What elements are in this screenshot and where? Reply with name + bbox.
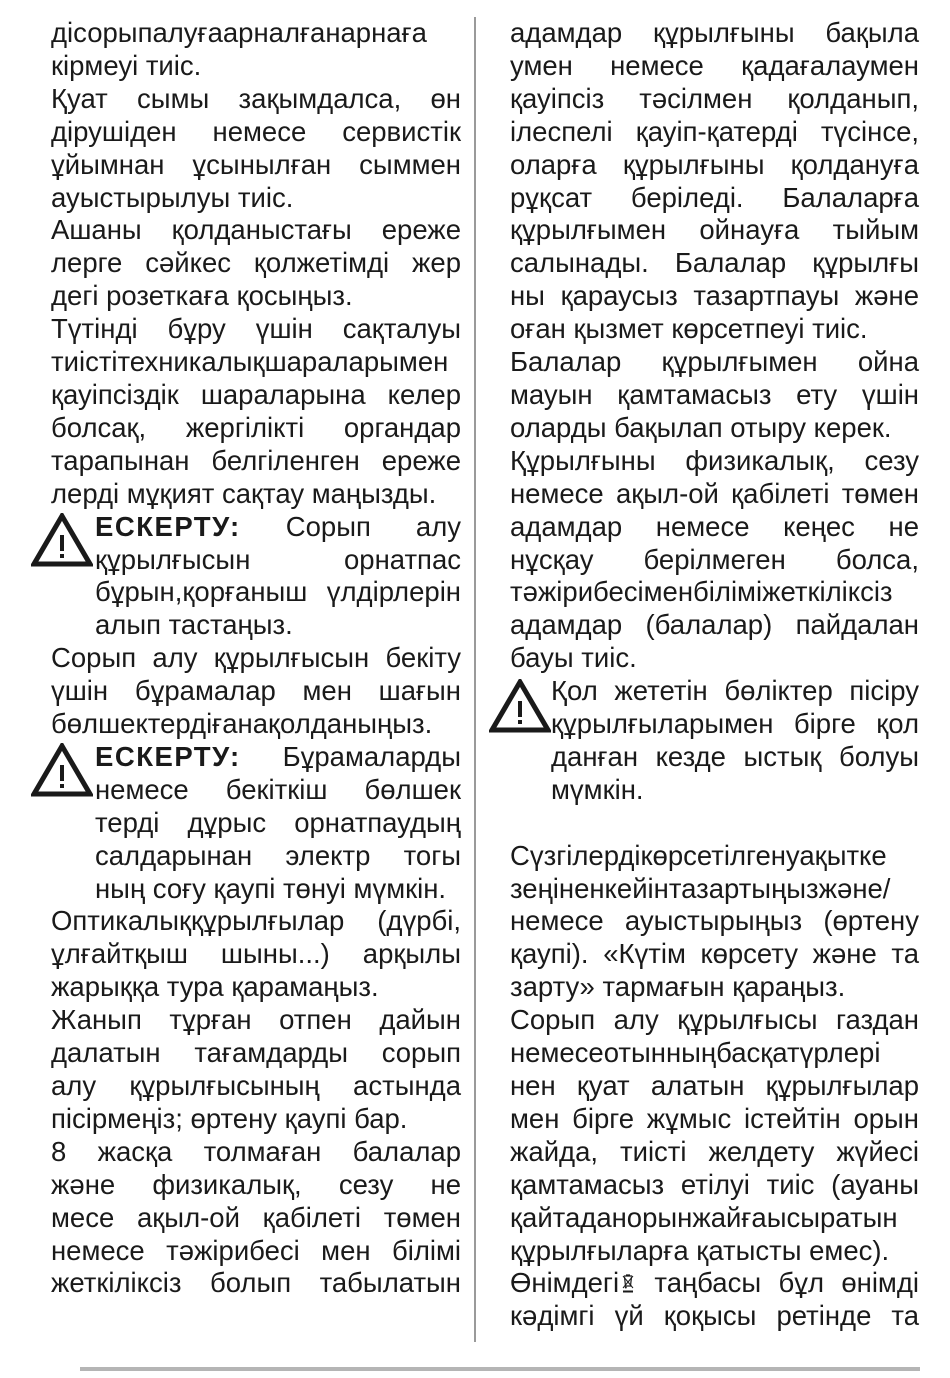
text-line: Түтінді бұру үшін сақталуы [51, 313, 461, 345]
text-line: Қуат сымы зақымдалса, өн [51, 82, 461, 114]
text-line: ұлғайтқыш шыны...) арқылы [51, 938, 461, 970]
text-line: тиістітехникалықшараларымен [51, 346, 449, 378]
text-line: мауын қамтамасыз ету үшін [510, 378, 919, 410]
text-line: дісорыпалуғаарналғанарнаға [51, 17, 427, 48]
text-line: адамдар немесе кеңес не [510, 510, 919, 542]
warning-title: ЕСКЕРТУ: [95, 740, 241, 772]
text-line: немесе тәжірибесі мен білімі [51, 1234, 461, 1266]
paragraph-limited-capability [510, 445, 919, 675]
text-line: бөлшектердіғанақолданыңыз. [51, 708, 433, 740]
paragraph-power-cord [51, 83, 461, 215]
text-line: рұқсат беріледі. Балаларға [510, 181, 919, 213]
warning-triangle-icon [489, 679, 551, 733]
text-line: нен қуат алатын құрылғылар [510, 1069, 919, 1101]
text-line: құрылғысын орнатпас [95, 543, 461, 575]
text-line: Сорып алу құрылғысы газдан [510, 1004, 919, 1036]
text-line: немесеотынныңбасқатүрлері [510, 1037, 881, 1069]
text-line: зарту» тармағын қараңыз. [510, 971, 846, 1003]
text-line: зеңіненкейінтазартыңызжәне/ [510, 872, 891, 904]
text-line: немесе бекіткіш бөлшек [95, 773, 461, 805]
footer-rule [80, 1367, 920, 1371]
paragraph-filters [510, 840, 919, 1005]
text-line: кәдімгі үй қоқысы ретінде та [510, 1300, 919, 1332]
text-line: алу құрылғысының астында [51, 1070, 461, 1101]
text-line: бауы тиіс. [510, 642, 637, 674]
text-line: ны қараусыз тазартпауы және [510, 280, 919, 312]
right-column [510, 17, 919, 1333]
text-line: немесе ауыстырыңыз (өртену [510, 905, 919, 937]
text-line: ауыстырылуы тиіс. [51, 181, 294, 213]
text-line: салынады. Балалар құрылғы [510, 247, 919, 279]
text-line: Қол жететін бөліктер пісіру [551, 675, 919, 707]
text-line: 8 жасқа толмаған балалар [51, 1135, 461, 1167]
text-line: кірмеуі тиіс. [51, 49, 202, 81]
text-line: адамдар (балалар) пайдалан [510, 609, 919, 641]
text-line: қауіпсіздік шараларына келер [51, 378, 461, 410]
text-line: құрылғымен ойнауға тыйым [510, 214, 919, 246]
text-line: месе ақыл-ой қабілеті төмен [51, 1201, 461, 1233]
text-line: Ашаны қолданыстағы ереже [51, 214, 461, 246]
text-line: және физикалық, сезу не [51, 1168, 461, 1200]
text-line: жайда, тиісті желдету жүйесі [510, 1135, 919, 1167]
text-line: Сүзгілердікөрсетілгенуақытке [510, 839, 887, 871]
paragraph-plug-socket [51, 214, 461, 313]
caution-hot-parts [510, 675, 919, 807]
text-line: бұрын,қорғаныш үлдірлерін [95, 576, 461, 608]
warning-remove-film [51, 511, 461, 643]
text-line: жеткіліксіз болып табылатын [51, 1267, 461, 1299]
text-line: лерге сәйкес қолжетімді жер [51, 247, 461, 279]
text-line: данған кезде ыстық болуы [551, 740, 919, 772]
text-line: қамтамасыз етілуі тиіс (ауаны [510, 1168, 919, 1200]
text-line: Оптикалыққұрылғылар (дүрбі, [51, 905, 461, 937]
text-line: ның соғу қаупі төнуі мүмкін. [95, 872, 447, 904]
text-line: Сорып алу құрылғысын бекіту [51, 642, 461, 674]
text-line: қауіпсіз тәсілмен қолданып, [510, 82, 919, 114]
column-divider [474, 17, 476, 1342]
text-line: болсақ, жергілікті органдар [51, 411, 461, 443]
text-line: алып тастаңыз. [95, 609, 293, 641]
warning-triangle-icon [31, 513, 93, 567]
paragraph-children-continued [510, 17, 919, 346]
text-line: құрылғыларымен бірге қол [551, 708, 919, 740]
text-line: адамдар құрылғыны бақыла [510, 17, 919, 48]
text-line: пісірмеңіз; өртену қаупі бар. [51, 1102, 408, 1134]
text-line: тәжірибесіменбіліміжеткіліксіз [510, 576, 893, 608]
text-line: таңбасы бұл өнімді [637, 1267, 919, 1299]
text-line: дегі розеткаға қосыңыз. [51, 280, 353, 312]
text-line: салдарынан электр тогы [95, 839, 461, 871]
text-line: нұсқау берілмеген болса, [510, 543, 919, 575]
warning-triangle-icon [31, 743, 93, 797]
text-line: немесе ақыл-ой қабілеті төмен [510, 477, 919, 509]
text-line: үшін бұрамалар мен шағын [51, 675, 461, 707]
crossed-out-bin-icon [621, 1272, 635, 1294]
text-line: жарыққа тура қарамаңыз. [51, 971, 379, 1003]
paragraph-smoke-extraction-rules [51, 313, 461, 510]
text-line: ілеспелі қауіп-қатерді түсінсе, [510, 115, 919, 147]
text-line: оған қызмет көрсетпеуі тиіс. [510, 313, 868, 345]
text-line: мен бірге жұмыс істейтін орын [510, 1102, 919, 1134]
text-line: қайтаданорынжайғаысыратын [510, 1201, 898, 1233]
text-line: Сорып алу [240, 510, 461, 542]
text-line: мүмкін. [551, 773, 644, 805]
paragraph-ventilation [510, 1004, 919, 1267]
left-column [51, 17, 461, 1300]
spacer [510, 807, 919, 840]
text-line: оларға құрылғыны қолдануға [510, 148, 919, 180]
paragraph-disposal [510, 1267, 919, 1333]
text-line: оларды бақылап отыру керек. [510, 411, 892, 443]
text-line: терді дұрыс орнатпаудың [95, 806, 461, 838]
text-line: Балалар құрылғымен ойна [510, 346, 919, 378]
text-line: умен немесе қадағалаумен [510, 49, 919, 81]
paragraph-children [51, 1136, 461, 1301]
warning-electric-shock [51, 741, 461, 906]
text-line: тарапынан белгіленген ереже [51, 444, 461, 476]
paragraph-intake-continuation [51, 17, 461, 83]
paragraph-screws [51, 642, 461, 741]
paragraph-optical-devices [51, 905, 461, 1004]
paragraph-flambe [51, 1004, 461, 1136]
text-line: Бұрамаларды [240, 740, 461, 772]
text-line: Өнімдегі [510, 1267, 620, 1299]
text-line: құрылғыларға қатысты емес). [510, 1234, 890, 1266]
text-line: далатын тағамдарды сорып [51, 1037, 461, 1069]
text-line: қаупі). «Күтім көрсету және та [510, 938, 919, 970]
text-line: Құрылғыны физикалық, сезу [510, 444, 919, 476]
text-line: дірушіден немесе сервистік [51, 115, 461, 147]
text-line: лерді мұқият сақтау маңызды. [51, 477, 437, 509]
paragraph-supervise-children [510, 346, 919, 445]
text-line: Жанып тұрған отпен дайын [51, 1004, 461, 1036]
warning-title: ЕСКЕРТУ: [95, 510, 241, 542]
text-line: ұйымнан ұсынылған сыммен [51, 148, 461, 180]
